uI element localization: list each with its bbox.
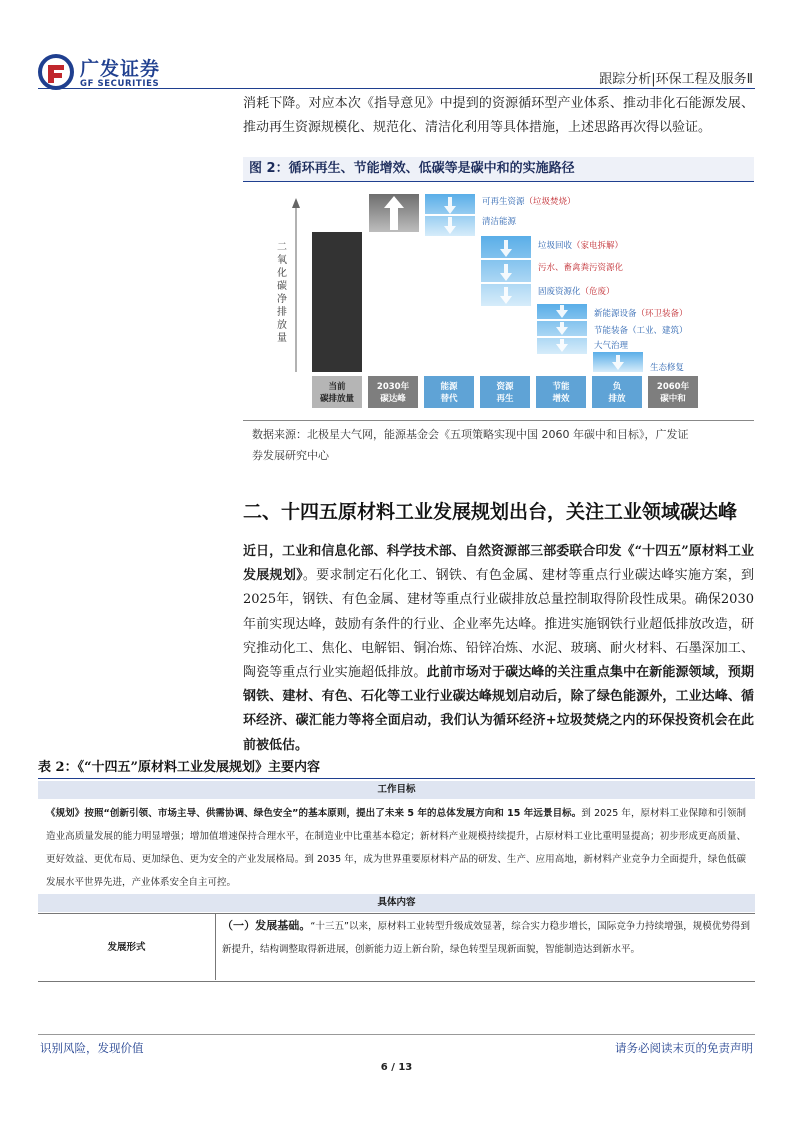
logo-english-name: GF SECURITIES [80,79,160,89]
table-column-rule [215,914,216,980]
annotation-label: 固废资源化（危废） [538,287,615,297]
section-title: 二、十四五原材料工业发展规划出台，关注工业领域碳达峰 [243,501,738,523]
y-axis-arrowhead [292,198,300,208]
table-top-rule [38,778,755,779]
footer-divider [38,1034,755,1035]
table-bottom-rule [38,981,755,982]
annotation-label: 可再生资源（垃圾焚烧） [482,197,576,207]
y-axis-label [277,242,287,344]
logo-chinese-name: 广发证券 [80,58,161,80]
category-label: 再生 [496,394,514,404]
y-axis-label-char: 化 [277,268,287,279]
table-row-content [222,914,750,961]
category-label: 能源 [440,382,458,392]
goals-bold-text: 《规划》按照“创新引领、市场主导、供需协调、绿色安全”的基本原则，提出了未来 5 年的总体发展方向和 15 年远景目标。 [46,808,582,819]
category-label: 2030年 [376,382,410,392]
page-number: 6 / 13 [380,1062,413,1073]
category-label: 当前 [328,382,346,392]
y-axis-label-char: 氧 [277,255,287,266]
figure-title: 图 2：循环再生、节能增效、低碳等是碳中和的实施路径 [243,157,754,181]
bar-current [312,232,362,372]
y-axis-label-char: 排 [277,307,287,318]
gf-logo-icon [38,54,74,90]
annotation-label: 大气治理 [594,341,629,351]
annotation-label: 污水、畜禽粪污资源化 [538,263,624,273]
figure-top-rule [243,181,754,182]
gf-logo [38,52,178,92]
y-axis-label-char: 碳 [277,281,287,292]
y-axis-label-char: 二 [277,242,287,253]
category-label: 碳中和 [660,394,686,404]
paragraph-body: 。要求制定石化化工、钢铁、有色金属、建材等重点行业碳达峰实施方案，到2025年，钢铁、有色金属、建材等重点行业碳排放总量控制取得阶段性成果。确保2030年前实现达峰，鼓励有条件的行业、企业率先达峰。推进实施钢铁行业超低排放改造，研究推动化工、焦化、电解铝、铜冶炼、铅锌冶炼、水泥、玻璃、耐火材料、石墨深加工、陶瓷等重点行业实施超低排放。 [243,568,754,681]
category-labels [312,376,698,408]
source-line-2: 券发展研究中心 [252,449,329,462]
source-line-1: 数据来源：北极星大气网，能源基金会《五项策略实现中国 2060 年碳中和目标》，广发证 [252,428,689,441]
row-text: “十三五”以来，原材料工业转型升级成效显著，综合实力稳步增长，国际竞争力持续增强，规模优势得到新提升，结构调整取得新进展，创新能力迈上新台阶，绿色转型呈现新面貌，智能制造达到新水平。 [222,921,750,955]
annotation-label: 节能装备（工业、建筑） [594,326,688,336]
table-title: 表 2：《“十四五”原材料工业发展规划》主要内容 [38,760,321,775]
footer-disclaimer: 请务必阅读末页的免责声明 [615,1041,753,1055]
y-axis-label-char: 净 [277,294,287,305]
category-label: 负 [612,382,622,392]
row-bold-text: （一）发展基础。 [222,919,311,932]
paragraph-bold-lead: 近日，工业和信息化部、科学技术部、自然资源部三部委联合印发《“十四五”原材料工业发展规划》 [243,544,754,584]
category-label: 2060年 [656,382,690,392]
category-label: 碳排放量 [319,394,355,404]
category-label: 增效 [552,394,570,404]
section-paragraph [243,540,754,758]
report-category: 跟踪分析|环保工程及服务Ⅱ [599,72,753,87]
annotation-label: 垃圾回收（家电拆解） [538,241,624,251]
y-axis-label-char: 放 [277,320,287,331]
figure-bottom-rule [243,420,754,421]
footer-slogan: 识别风险，发现价值 [40,1041,144,1055]
table-row-label: 发展形式 [107,942,146,953]
table-header-details: 具体内容 [38,894,755,912]
y-axis-label-char: 量 [277,333,287,344]
category-label: 资源 [496,382,514,392]
category-label: 排放 [608,394,626,404]
category-label: 碳达峰 [380,394,406,404]
category-label: 节能 [552,382,570,392]
header-divider [38,88,755,89]
goals-text: 到 2025 年，原材料工业保障和引领制造业高质量发展的能力明显增强；增加值增速保持合理水平，在制造业中比重基本稳定；新材料产业规模持续提升，占原材料工业比重明显提高；初步形成更高质量、更好效益、更优布局、更加绿色、更为安全的产业发展格局。到 2035 年，成为世界重要原材料产品的研发、生产、应用高地，新材料产业竞争力全面提升，绿色低碳发展水平世界先进，产业体系安全自主可控。 [46,808,746,888]
table-header-goals: 工作目标 [38,781,755,799]
table-goals-cell [46,802,746,894]
carbon-path-chart [252,190,722,420]
annotation-label: 新能源设备（环卫装备） [594,309,688,319]
figure-source [252,424,742,466]
paragraph-bold-conclusion: 此前市场对于碳达峰的关注重点集中在新能源领域，预期钢铁、建材、有色、石化等工业行业碳达峰规划启动后，除了绿色能源外，工业达峰、循环经济、碳汇能力等将全面启动，我们认为循环经济+垃圾焚烧之内的环保投资机会在此前被低估。 [243,665,754,753]
intro-paragraph: 消耗下降。对应本次《指导意见》中提到的资源循环型产业体系、推动非化石能源发展、推动再生资源规模化、规范化、清洁化利用等具体措施，上述思路再次得以验证。 [243,96,754,135]
annotation-label: 清洁能源 [482,217,517,227]
category-label: 替代 [440,394,458,404]
annotation-label: 生态修复 [650,363,685,373]
